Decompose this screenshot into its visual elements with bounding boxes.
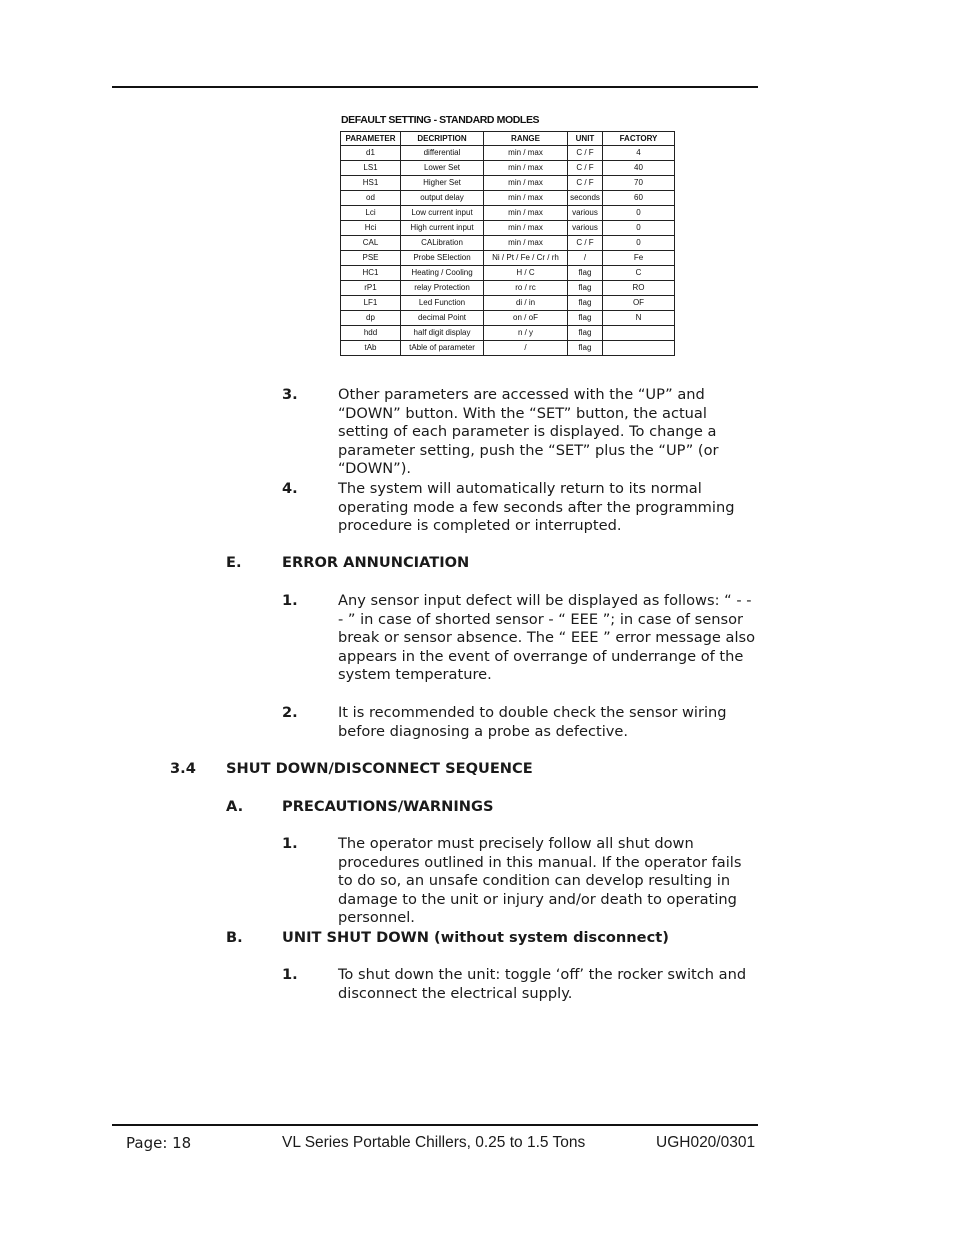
cell-description: half digit display [401,326,484,341]
cell-description: Probe SElection [401,251,484,266]
table-row [341,326,675,341]
section-b-title: UNIT SHUT DOWN (without system disconnect) [282,929,669,946]
b-1-number: 1. [282,966,298,983]
section-3-4-title: SHUT DOWN/DISCONNECT SEQUENCE [226,760,533,777]
section-3-4-number: 3.4 [170,760,196,777]
cell-unit: various [568,221,603,236]
section-b-letter: B. [226,929,243,946]
cell-unit: flag [568,311,603,326]
cell-range: min / max [484,191,568,206]
cell-parameter: od [341,191,401,206]
cell-parameter: rP1 [341,281,401,296]
cell-factory: 70 [603,176,675,191]
cell-description: Lower Set [401,161,484,176]
cell-factory: Fe [603,251,675,266]
cell-factory: C [603,266,675,281]
table-row [341,311,675,326]
cell-description: Heating / Cooling [401,266,484,281]
cell-parameter: LS1 [341,161,401,176]
step-4-text: The system will automatically return to its normal operating mode a few seconds after the programming procedure is completed or interrupted. [338,480,735,535]
table-title: DEFAULT SETTING - STANDARD MODLES [341,114,540,126]
section-e-letter: E. [226,554,242,571]
cell-factory: 0 [603,236,675,251]
cell-factory [603,341,675,356]
table-row [341,191,675,206]
cell-range: Ni / Pt / Fe / Cr / rh [484,251,568,266]
table-row [341,281,675,296]
cell-unit: flag [568,341,603,356]
table-row [341,206,675,221]
cell-parameter: Lci [341,206,401,221]
cell-description: differential [401,146,484,161]
step-3-number: 3. [282,386,298,403]
cell-range: H / C [484,266,568,281]
table-row [341,251,675,266]
cell-factory: OF [603,296,675,311]
cell-parameter: d1 [341,146,401,161]
header-rule [112,86,758,88]
table-row [341,161,675,176]
cell-description: CALibration [401,236,484,251]
cell-description: High current input [401,221,484,236]
table-row [341,296,675,311]
b-1-text: To shut down the unit: toggle ‘off’ the rocker switch and disconnect the electrical supply. [338,966,747,1002]
footer-title: VL Series Portable Chillers, 0.25 to 1.5 Tons [282,1134,586,1151]
cell-description: relay Protection [401,281,484,296]
table-row [341,341,675,356]
default-settings-table [340,131,675,356]
cell-parameter: dp [341,311,401,326]
footer-rule [112,1124,758,1126]
section-a-title: PRECAUTIONS/WARNINGS [282,798,494,815]
a-1-text: The operator must precisely follow all shut down procedures outlined in this manual. If the operator fails to do so, an unsafe condition can develop resulting in damage to the unit or injury and/or death to operating personnel. [338,835,742,927]
cell-range: di / in [484,296,568,311]
e-2-text: It is recommended to double check the sensor wiring before diagnosing a probe as defective. [338,704,727,740]
cell-factory: RO [603,281,675,296]
col-header-unit: UNIT [568,132,603,146]
cell-range: min / max [484,236,568,251]
cell-parameter: HS1 [341,176,401,191]
e-1-number: 1. [282,592,298,609]
section-a-letter: A. [226,798,244,815]
cell-unit: flag [568,326,603,341]
cell-description: Higher Set [401,176,484,191]
cell-unit: flag [568,296,603,311]
cell-range: on / oF [484,311,568,326]
cell-factory: 0 [603,206,675,221]
cell-range: / [484,341,568,356]
cell-unit: seconds [568,191,603,206]
cell-factory [603,326,675,341]
col-header-description: DECRIPTION [401,132,484,146]
cell-factory: 60 [603,191,675,206]
e-2-number: 2. [282,704,298,721]
cell-unit: C / F [568,236,603,251]
cell-parameter: LF1 [341,296,401,311]
cell-unit: C / F [568,161,603,176]
step-3-text: Other parameters are accessed with the “UP” and “DOWN” button. With the “SET” button, the actual setting of each parameter is displayed. To change a parameter setting, push the “SET” plus the “UP” (or “DOWN”). [338,386,719,478]
table-row [341,221,675,236]
cell-range: ro / rc [484,281,568,296]
cell-parameter: PSE [341,251,401,266]
table-row [341,176,675,191]
cell-range: min / max [484,221,568,236]
cell-parameter: Hci [341,221,401,236]
cell-factory: N [603,311,675,326]
cell-description: decimal Point [401,311,484,326]
table-body [341,146,675,356]
cell-description: output delay [401,191,484,206]
cell-range: min / max [484,146,568,161]
table-row [341,236,675,251]
cell-range: min / max [484,176,568,191]
cell-unit: C / F [568,146,603,161]
cell-parameter: HC1 [341,266,401,281]
cell-description: tAble of parameter [401,341,484,356]
cell-unit: / [568,251,603,266]
cell-unit: various [568,206,603,221]
cell-parameter: hdd [341,326,401,341]
cell-description: Led Function [401,296,484,311]
cell-range: min / max [484,161,568,176]
cell-unit: flag [568,266,603,281]
cell-parameter: tAb [341,341,401,356]
cell-description: Low current input [401,206,484,221]
table-row [341,266,675,281]
cell-unit: C / F [568,176,603,191]
cell-range: n / y [484,326,568,341]
cell-factory: 0 [603,221,675,236]
col-header-factory: FACTORY [603,132,675,146]
cell-unit: flag [568,281,603,296]
cell-factory: 4 [603,146,675,161]
cell-parameter: CAL [341,236,401,251]
col-header-parameter: PARAMETER [341,132,401,146]
table-row [341,146,675,161]
a-1-number: 1. [282,835,298,852]
table-header-row [341,132,675,146]
footer-page-number: Page: 18 [126,1134,192,1152]
step-4-number: 4. [282,480,298,497]
cell-factory: 40 [603,161,675,176]
col-header-range: RANGE [484,132,568,146]
footer-doc-id: UGH020/0301 [656,1134,756,1151]
cell-range: min / max [484,206,568,221]
section-e-title: ERROR ANNUNCIATION [282,554,470,571]
e-1-text: Any sensor input defect will be displayed as follows: “ - - - ” in case of shorted sensor - “ EEE ”; in case of sensor break or sensor absence. The “ EEE ” error message also appears in the event of overrange of underrange of the system temperature. [338,592,756,684]
